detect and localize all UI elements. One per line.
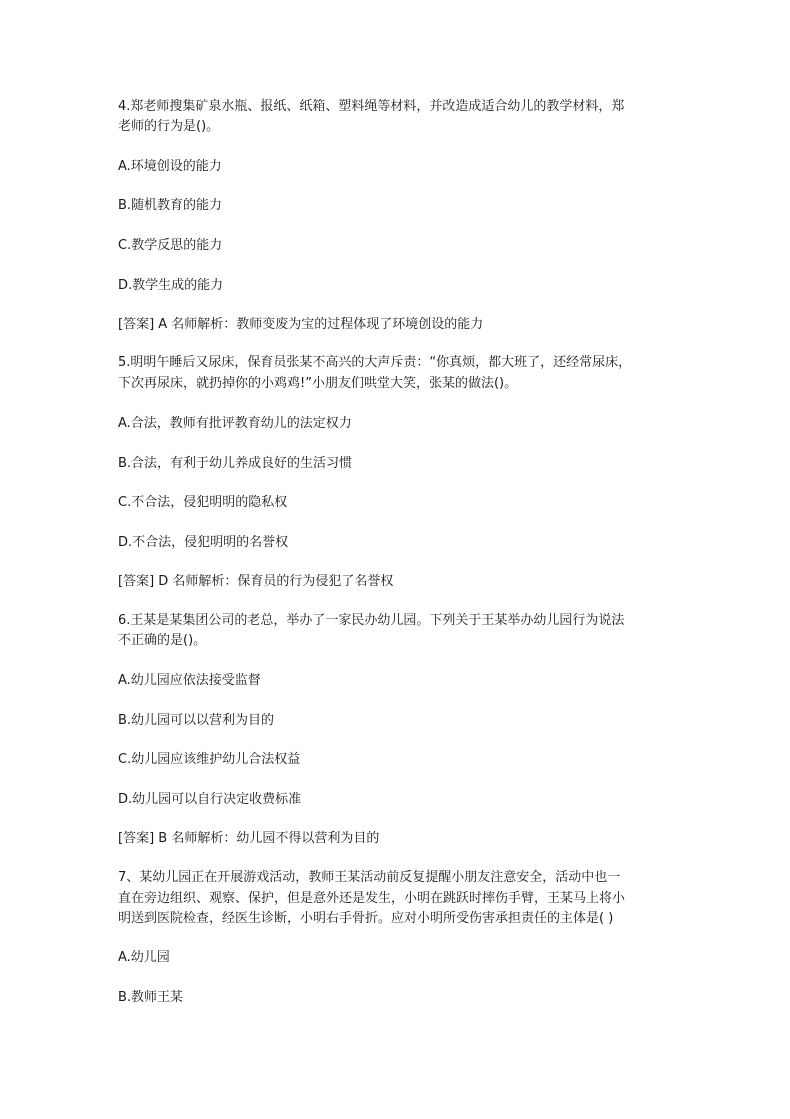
question-4-stem-line-2: 老师的行为是()。 [118, 119, 220, 134]
question-7-option-a: A.幼儿园 [118, 950, 170, 965]
question-5-answer: [答案] D 名师解析：保育员的行为侵犯了名誉权 [118, 574, 394, 589]
question-5-stem-line-1: 5.明明午睡后又尿床，保育员张某不高兴的大声斥责：“你真烦，都大班了，还经常尿床， [118, 355, 632, 370]
question-6-option-a: A.幼儿园应依法接受监督 [118, 673, 261, 688]
question-5-option-d: D.不合法，侵犯明明的名誉权 [118, 535, 289, 550]
question-7-stem-line-1: 7、某幼儿园正在开展游戏活动，教师王某活动前反复提醒小朋友注意安全，活动中也一 [118, 870, 621, 885]
question-4-stem-line-1: 4.郑老师搜集矿泉水瓶、报纸、纸箱、塑料绳等材料，并改造成适合幼儿的教学材料，郑 [118, 99, 625, 114]
question-7-option-b: B.教师王某 [118, 990, 184, 1005]
question-6-option-d: D.幼儿园可以自行决定收费标准 [118, 792, 302, 807]
question-4-option-d: D.教学生成的能力 [118, 278, 224, 293]
question-4-option-a: A.环境创设的能力 [118, 159, 222, 174]
question-5-option-a: A.合法，教师有批评教育幼儿的法定权力 [118, 416, 352, 431]
question-6-option-c: C.幼儿园应该维护幼儿合法权益 [118, 752, 301, 767]
question-7-stem-line-2: 直在旁边组织、观察、保护，但是意外还是发生，小明在跳跃时摔伤手臂，王某马上将小 [118, 891, 626, 906]
question-6-stem-line-2: 不正确的是()。 [118, 633, 207, 648]
question-5-option-b: B.合法，有利于幼儿养成良好的生活习惯 [118, 456, 353, 471]
question-6-option-b: B.幼儿园可以以营利为目的 [118, 713, 275, 728]
question-4-option-c: C.教学反思的能力 [118, 238, 223, 253]
question-6-answer: [答案] B 名师解析：幼儿园不得以营利为目的 [118, 831, 380, 846]
question-5-option-c: C.不合法，侵犯明明的隐私权 [118, 495, 288, 510]
question-6-stem-line-1: 6.王某是某集团公司的老总，举办了一家民办幼儿园。下列关于王某举办幼儿园行为说法 [118, 613, 625, 628]
question-5-stem-line-2: 下次再尿床，就扔掉你的小鸡鸡!”小朋友们哄堂大笑，张某的做法()。 [118, 376, 518, 391]
question-7-stem-line-3: 明送到医院检查，经医生诊断，小明右手骨折。应对小明所受伤害承担责任的主体是( ) [118, 911, 614, 926]
question-4-answer: [答案] A 名师解析：教师变废为宝的过程体现了环境创设的能力 [118, 317, 484, 332]
question-4-option-b: B.随机教育的能力 [118, 198, 223, 213]
